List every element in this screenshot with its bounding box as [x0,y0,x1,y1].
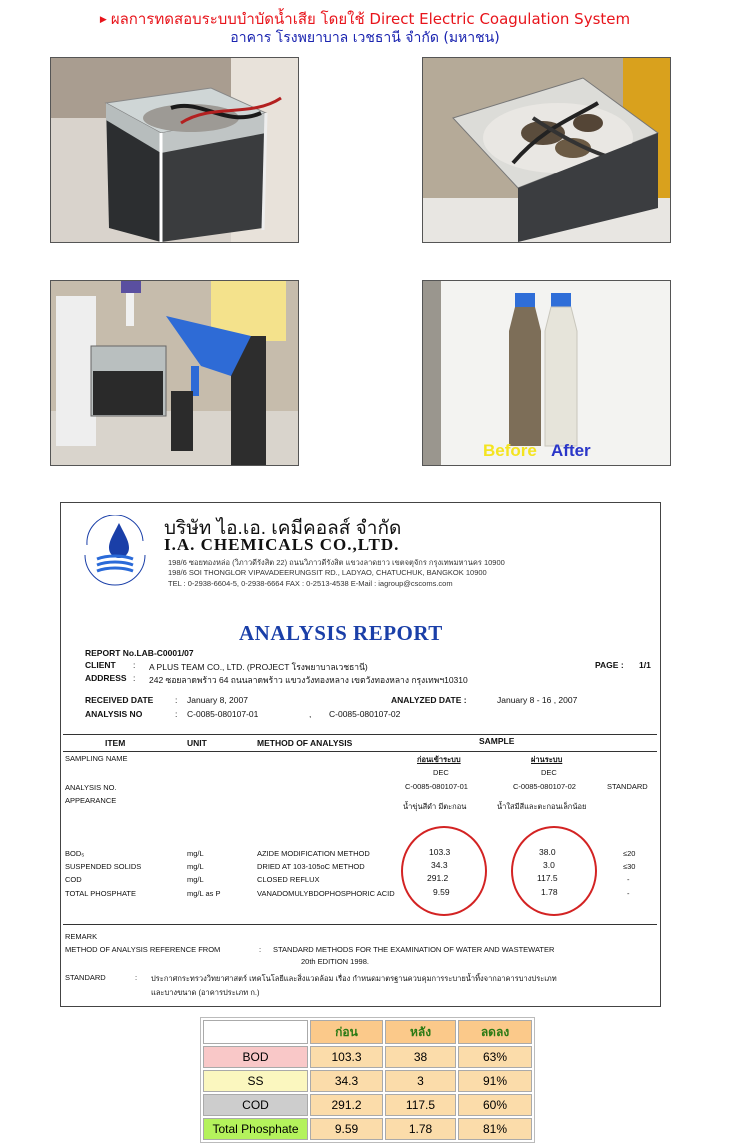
colon: : [133,660,136,670]
company-address-thai: 198/6 ซอยทองหล่อ (วิภาวดีรังสิต 22) ถนนวิภาวดีรังสิต แขวงลาดยาว เขตจตุจักร กรุงเทพมหานคร 10900 [168,558,505,567]
company-logo [79,515,151,587]
header-before: ก่อน [310,1020,383,1044]
row-value-before: 103.3 [429,847,451,857]
row-name: BOD [203,1046,308,1068]
row-unit: mg/L [187,849,204,858]
client-value: A PLUS TEAM CO., LTD. (PROJECT โรงพยาบาลเวชธานี) [149,662,368,672]
highlight-circle-after [511,826,597,916]
standard-label: STANDARD [65,973,106,982]
address-value: 242 ซอยลาดพร้าว 64 ถนนลาดพร้าว แขวงวังทองหลาง เขตวังทองหลาง กรุงเทพฯ10310 [149,675,468,685]
colon: : [259,945,262,954]
row-standard: ≤30 [623,862,636,871]
photo-pouring [50,280,299,466]
sample-after-name: ผ่านระบบ [531,755,563,764]
summary-row-bod [203,1046,532,1068]
appearance-after: น้ำใสมีสีและตะกอนเล็กน้อย [497,802,587,811]
row-standard: ≤20 [623,849,636,858]
page-value: 1/1 [639,660,651,670]
arrow-bullet-icon: ▶ [99,15,107,25]
colon: : [133,673,136,683]
analysis-no-1: C-0085-080107-01 [187,709,259,719]
company-name-thai: บริษัท ไอ.เอ. เคมีคอลส์ จำกัด [164,518,402,539]
col-method: METHOD OF ANALYSIS [257,738,353,748]
analysis-no-2: C-0085-080107-02 [329,709,401,719]
sample-after-dec: DEC [541,768,557,777]
standard-col-label: STANDARD [607,782,648,791]
divider [63,924,657,925]
row-item: COD [65,875,82,884]
row-reduce: 63% [458,1046,532,1068]
colon: : [175,709,178,719]
row-unit: mg/L as P [187,889,221,898]
company-name-english: I.A. CHEMICALS CO.,LTD. [164,535,400,554]
row-method: VANADOMULYBDOPHOSPHORIC ACID [257,889,395,898]
photo-before-after-bottles [422,280,671,466]
row-after: 117.5 [385,1094,456,1116]
title-text: ผลการทดสอบระบบบำบัดน้ำเสีย โดยใช้ Direct Electric Coagulation System [110,10,631,28]
remark-label: REMARK [65,932,98,941]
row-value-after: 117.5 [537,873,558,883]
col-unit: UNIT [187,738,207,748]
comma: , [309,709,312,719]
colon: : [135,973,138,982]
row-value-before: 9.59 [433,887,450,897]
divider [63,751,657,752]
page-label: PAGE : [595,660,624,670]
row-method: DRIED AT 103-105oC METHOD [257,862,365,871]
row-unit: mg/L [187,875,204,884]
divider [63,734,657,735]
analysis-no-row-1: C-0085-080107-01 [405,782,468,791]
analyzed-date-label: ANALYZED DATE : [391,695,467,705]
row-before: 9.59 [310,1118,383,1140]
blank-header [203,1020,308,1044]
sampling-name-label: SAMPLING NAME [65,754,128,763]
summary-row-phosphate [203,1118,532,1140]
summary-header-row [203,1020,532,1044]
row-after: 3 [385,1070,456,1092]
appearance-label: APPEARANCE [65,796,117,805]
row-item: TOTAL PHOSPHATE [65,889,136,898]
row-after: 38 [385,1046,456,1068]
row-reduce: 81% [458,1118,532,1140]
received-date-label: RECEIVED DATE [85,695,154,705]
row-standard: - [627,889,630,898]
row-reduce: 91% [458,1070,532,1092]
report-number: REPORT No.LAB-C0001/07 [85,648,194,658]
analysis-no-row-label: ANALYSIS NO. [65,783,117,792]
row-value-after: 38.0 [539,847,556,857]
before-label: Before [483,441,537,460]
row-item: SUSPENDED SOLIDS [65,862,142,871]
col-sample: SAMPLE [479,736,515,746]
row-unit: mg/L [187,862,204,871]
row-name: SS [203,1070,308,1092]
row-value-after: 3.0 [543,860,555,870]
summary-row-cod [203,1094,532,1116]
analyzed-date-value: January 8 - 16 , 2007 [497,695,578,705]
row-item: BOD₅ [65,849,85,858]
sample-before-name: ก่อนเข้าระบบ [417,755,461,764]
method-ref-label: METHOD OF ANALYSIS REFERENCE FROM [65,945,221,954]
header-reduce: ลดลง [458,1020,532,1044]
analysis-no-row-2: C-0085-080107-02 [513,782,576,791]
header-after: หลัง [385,1020,456,1044]
client-label: CLIENT [85,660,116,670]
colon: : [175,695,178,705]
row-before: 103.3 [310,1046,383,1068]
row-value-before: 34.3 [431,860,448,870]
photo-tank-top [422,57,671,243]
analysis-no-label: ANALYSIS NO [85,709,143,719]
standard-value-2: และบางขนาด (อาคารประเภท ก.) [151,988,260,997]
after-label: After [551,441,591,460]
row-value-after: 1.78 [541,887,558,897]
summary-row-ss [203,1070,532,1092]
method-ref-value: STANDARD METHODS FOR THE EXAMINATION OF WATER AND WASTEWATER [273,945,555,954]
row-standard: - [627,875,630,884]
report-title: ANALYSIS REPORT [239,621,443,645]
highlight-circle-before [401,826,487,916]
row-name: COD [203,1094,308,1116]
col-item: ITEM [105,738,126,748]
address-label: ADDRESS [85,673,127,683]
row-reduce: 60% [458,1094,532,1116]
page-subtitle: อาคาร โรงพยาบาล เวชธานี จำกัด (มหาชน) [230,30,500,46]
company-contact: TEL : 0-2938-6604-5, 0-2938-6664 FAX : 0-2513-4538 E-Mail : iagroup@cscoms.com [168,579,453,588]
row-value-before: 291.2 [427,873,449,883]
photo-tank-front [50,57,299,243]
row-method: CLOSED REFLUX [257,875,320,884]
summary-table [200,1017,535,1143]
appearance-before: น้ำขุ่นสีดำ มีตะกอน [403,802,467,811]
company-address-english: 198/6 SOI THONGLOR VIPAVADEERUNGSIT RD., LADYAO, CHATUCHUK, BANGKOK 10900 [168,568,487,577]
standard-value: ประกาศกระทรวงวิทยาศาสตร์ เทคโนโลยีและสิ่งแวดล้อม เรื่อง กำหนดมาตรฐานควบคุมการระบายน้ำทิ้งจากอาคารบางประเภท [151,974,557,983]
row-after: 1.78 [385,1118,456,1140]
edition: 20th EDITION 1998. [301,957,369,966]
analysis-report [60,502,661,1007]
row-method: AZIDE MODIFICATION METHOD [257,849,370,858]
row-before: 34.3 [310,1070,383,1092]
received-date-value: January 8, 2007 [187,695,248,705]
row-name: Total Phosphate [203,1118,308,1140]
row-before: 291.2 [310,1094,383,1116]
sample-before-dec: DEC [433,768,449,777]
